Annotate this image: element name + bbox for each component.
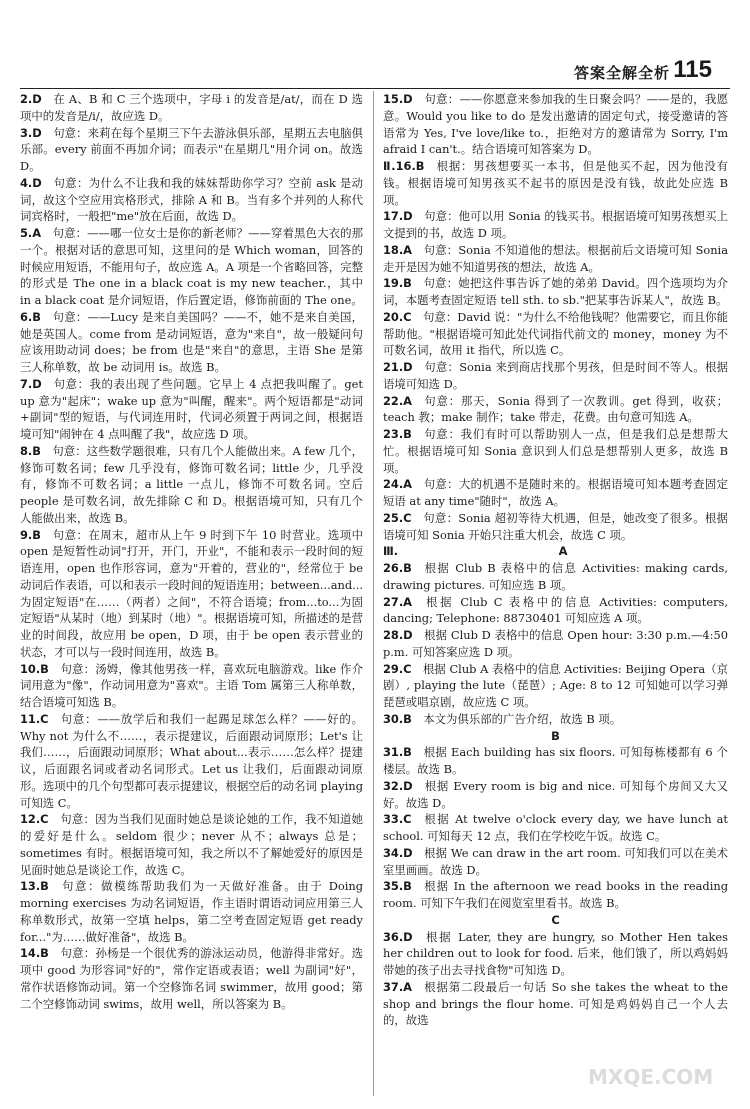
answer-number: 25.C [383, 510, 412, 525]
right-column [383, 91, 728, 1029]
answer-number: 6.B [20, 309, 41, 324]
answer-explanation: 根据 Every room is big and nice. 可知每个房间又大又好。故选 D。 [383, 778, 728, 810]
answer-number: 27.A [383, 594, 412, 609]
answer-entry [383, 91, 728, 158]
answer-number: 12.C [20, 812, 49, 827]
answer-entry [20, 175, 363, 225]
answer-number: 18.A [383, 242, 412, 257]
answer-entry [20, 125, 363, 175]
page-number: 115 [673, 56, 712, 83]
answer-entry [383, 594, 728, 628]
answer-number: 24.A [383, 477, 412, 492]
answer-number: 26.B [383, 561, 412, 575]
answer-number: 15.D [383, 92, 413, 106]
answer-number: 19.B [383, 276, 412, 291]
answer-explanation: 句意：——你愿意来参加我的生日聚会吗？——是的，我愿意。Would you like to do 是发出邀请的固定句式，接受邀请的答语常为 Yes, I've love/like to.，拒绝对方的邀请常为 Sorry, I'm afraid I can't.。结合语境可知答案为 D。 [383, 92, 728, 157]
section-heading [383, 912, 728, 929]
answer-number: 10.B [20, 661, 49, 676]
answer-explanation: 根据 Club B 表格中的信息 Activities: making cards, drawing pictures. 可知应选 B 项。 [383, 561, 728, 592]
answer-entry [383, 878, 728, 912]
page-header [0, 0, 750, 92]
answer-explanation: 根据第二段最后一句话 So she takes the wheat to the shop and brings the flour home. 可知是鸡妈妈自己一个人去的，故选 [383, 979, 728, 1028]
answer-number: 2.D [20, 92, 42, 106]
answer-explanation: 句意：Sonia 来到商店找那个男孩，但是时间不等人。根据语境可知选 D。 [383, 360, 728, 391]
answer-entry [20, 225, 363, 309]
answer-entry [383, 242, 728, 276]
answer-number: 17.D [383, 209, 413, 224]
section-letter: C [551, 912, 560, 927]
answer-entry [383, 158, 728, 208]
answer-entry [383, 275, 728, 309]
answer-explanation: 本文为俱乐部的广告介绍，故选 B 项。 [423, 711, 622, 726]
answer-entry [383, 359, 728, 393]
answer-number: 28.D [383, 628, 413, 642]
answer-explanation: 句意：在周末，超市从上午 9 时到下午 10 时营业。选项中 open 是短暂性动词"打开，开门，开业"，不能和表示一段时间的短语连用，open 也作形容词，意为"开着的，营业的"，经常位于 be 动词后作表语，可以和表示一段时间的短语连用；between...and...为固定短语"在……（两者）之间"，不符合语境；from...to...为固定短语"从某时（地）到某时（地）"。根据语境可知，所描述的是营业的时间段，故应用 be open，D 项，由于 be open 表示营业的状态，才可以与一段时间连用，故选 B。 [20, 527, 363, 659]
answer-number: 11.C [20, 711, 49, 726]
answer-entry [20, 811, 363, 878]
answer-entry [383, 979, 728, 1029]
answer-number: 36.D [383, 929, 413, 944]
answer-number: 37.A [383, 979, 412, 994]
answer-entry [20, 711, 363, 812]
answer-number: 32.D [383, 778, 413, 793]
answer-explanation: 句意：——放学后和我们一起踢足球怎么样？——好的。Why not 为什么不……，表示提建议，后面跟动词原形；Let's 让我们……，后面跟动词原形；What about...表示……怎么样？提建议，后面跟名词或者动名词形式。Let us 让我们，后面跟动词原形。选项中的几个句型都可表示提建议，根据空后的动名词 playing 可知选 C。 [20, 711, 363, 810]
section-heading [383, 543, 728, 560]
answer-entry [20, 878, 363, 945]
answer-explanation: 句意：那天，Sonia 得到了一次教训。get 得到，收获；teach 教；make 制作；take 带走，花费。由句意可知选 A。 [383, 393, 728, 425]
answer-explanation: 句意：做模练帮助我们为一天做好准备。由于 Doing morning exercises 为动名词短语，作主语时谓语动词应用第三人称单数形式，故第一空填 helps，第二空考查固定短语 get ready for..."为……做好准备"，故选 B。 [20, 879, 363, 944]
answer-number: 31.B [383, 745, 412, 760]
answer-explanation: 句意：她把这件事告诉了她的弟弟 David。四个选项均为介词，本题考查固定短语 tell sth. to sb."把某事告诉某人"，故选 B。 [383, 276, 728, 307]
answer-explanation: 句意：汤姆，像其他男孩一样，喜欢玩电脑游戏。like 作介词用意为"像"，作动词用意为"喜欢"。主语 Tom 属第三人称单数，结合语境可知选 B。 [20, 661, 363, 709]
answer-entry [383, 510, 728, 544]
answer-explanation: 句意：孙杨是一个很优秀的游泳运动员，他游得非常好。选项中 good 为形容词"好的"，常作定语或表语；well 为副词"好"，常作状语修饰动词。第一个空修饰名词 swimmer，故用 good；第二个空修饰动词 swims，故用 well，所以答案为 B。 [20, 946, 363, 1011]
answer-explanation: 根据 Club A 表格中的信息 Activities: Beijing Opera（京剧）, playing the lute（琵琶）; Age: 8 to 12 可知她可以学习弹琵琶或唱京剧，故应选 C 项。 [383, 661, 728, 709]
answer-explanation: 句意：——哪一位女士是你的新老师？——穿着黑色大衣的那一个。根据对话的意思可知，这里问的是 Which woman，回答的时候应用短语，不能用句子，故应选 A。A 项是一个省略回答，完整的形式是 The one in a black coat is my new teacher.，其中 in a black coat 是介词短语，作后置定语，修饰前面的 The one。 [20, 226, 363, 307]
answer-entry [383, 208, 728, 242]
header-title: 答案全解全析 [573, 64, 670, 82]
answer-explanation: 句意：他可以用 Sonia 的钱买书。根据语境可知男孩想买上文提到的书，故选 D 项。 [383, 209, 728, 240]
answer-explanation: 句意：来莉在每个星期三下午去游泳俱乐部，星期五去电脑俱乐部。every 前面不再加介词；而表示"在星期几"用介词 on。故选 D。 [20, 125, 363, 173]
answer-entry [383, 744, 728, 778]
section-letter: B [551, 728, 560, 743]
answer-explanation: 根据 At twelve o'clock every day, we have lunch at school. 可知每天 12 点，我们在学校吃午饭。故选 C。 [383, 812, 728, 843]
answer-explanation: 根据 Club D 表格中的信息 Open hour: 3:30 p.m.—4:50 p.m. 可知答案应选 D 项。 [383, 628, 728, 659]
answer-number: 33.C [383, 812, 412, 827]
answer-explanation: 句意：我们有时可以帮助别人一点，但是我们总是想帮大忙。根据语境可知 Sonia 意识到人们总是想帮别人更多，故选 B 项。 [383, 427, 728, 475]
answer-entry [20, 945, 363, 1012]
answer-number: 34.D [383, 845, 413, 860]
answer-number: Ⅱ.16.B [383, 159, 425, 173]
answer-number: 35.B [383, 879, 412, 894]
answer-entry [20, 309, 363, 376]
answer-explanation: 句意：这些数学题很难，只有几个人能做出来。A few 几个，修饰可数名词；few 几乎没有，修饰可数名词；little 少，几乎没有，修饰不可数名词；a little 一点儿，修饰不可数名词。空后 people 是可数名词，故先排除 C 和 D。根据语境可知，只有几个人能做出来，故选 B。 [20, 443, 363, 525]
watermark-logo [588, 1065, 738, 1105]
answer-entry [383, 778, 728, 812]
answer-number: 29.C [383, 661, 412, 676]
answer-entry [383, 476, 728, 510]
answer-number: 23.B [383, 427, 412, 441]
left-column [20, 91, 363, 1012]
answer-number: 9.B [20, 527, 41, 542]
answer-explanation: 句意：为什么不让我和我的妹妹帮助你学习？空前 ask 是动词，故这个空应用宾格形式，排除 A 和 B。当有多个并列的人称代词宾格时，一般把"me"放在后面，故选 D。 [20, 175, 363, 224]
answer-explanation: 在 A、B 和 C 三个选项中，字母 i 的发音是/at/，而在 D 选项中的发音是/i/，故应选 D。 [20, 92, 363, 123]
answer-number: 7.D [20, 376, 42, 391]
answer-entry [383, 560, 728, 594]
answer-explanation: 根据：男孩想要买一本书，但是他买不起，因为他没有钱。根据语境可知男孩买不起书的原因是没有钱，故此处应选 B 项。 [383, 159, 728, 207]
answer-explanation: 句意：Sonia 超初等待大机遇，但是，她改变了很多。根据语境可知 Sonia 开始只注重大机会，故选 C 项。 [383, 510, 728, 542]
answer-entry [20, 376, 363, 443]
answer-explanation: 根据 Club C 表格中的信息 Activities: computers, dancing; Telephone: 88730401 可知应选 A 项。 [383, 594, 728, 626]
answer-number: 22.A [383, 393, 412, 408]
answer-number: 8.B [20, 443, 41, 458]
answer-entry [20, 527, 363, 661]
answer-explanation: 句意：——Lucy 是来自美国吗？——不，她不是来自美国，她是英国人。come from 是动词短语，意为"来自"，故一般疑问句应该用助动词 does；be from 也是"来自"的意思，主语 She 是第三人称单数，故 be 动词用 is。故选 B。 [20, 309, 363, 374]
answer-explanation: 根据 Later, they are hungry, so Mother Hen takes her children out to look for food. 后来，他们饿了，所以鸡妈妈带她的孩子出去寻找食物"可知选 D。 [383, 929, 728, 977]
answer-explanation: 句意：Sonia 不知道他的想法。根据前后文语境可知 Sonia 走开是因为她不知道男孩的想法，故选 A。 [383, 242, 728, 274]
answer-number: 5.A [20, 226, 42, 240]
answer-explanation: 句意：大的机遇不是随时来的。根据语境可知本题考查固定短语 at any time"随时"，故选 A。 [383, 477, 728, 508]
answer-explanation: 根据 We can draw in the art room. 可知我们可以在美术室里画画。故选 D。 [383, 845, 728, 877]
answer-number: 14.B [20, 946, 49, 961]
answer-entry [383, 811, 728, 845]
answer-entry [383, 309, 728, 359]
section-heading [383, 728, 728, 745]
answer-number: 21.D [383, 360, 413, 374]
answer-entry [20, 91, 363, 125]
answer-entry [20, 443, 363, 527]
answer-entry [383, 711, 728, 728]
answer-number: 20.C [383, 309, 412, 324]
answer-explanation: 句意：David 说："为什么不给他钱呢？他需要它，而且你能帮助他。"根据语境可知此处代词指代前文的 money，money 为不可数名词，故用 it 指代，所以选 C。 [383, 309, 728, 358]
answer-explanation: 句意：因为当我们见面时她总是谈论她的工作，我不知道她的爱好是什么。seldom 很少；never 从不；always 总是；sometimes 有时。根据语境可知，我之所以不了解她爱好的原因是见面时她总是谈论工作，故选 C。 [20, 812, 363, 877]
answer-number: 4.D [20, 175, 42, 190]
answer-explanation: 根据 Each building has six floors. 可知每栋楼都有 6 个楼层。故选 B。 [383, 745, 728, 776]
answer-explanation: 句意：我的表出现了些问题。它早上 4 点把我叫醒了。get up 意为"起床"；wake up 意为"叫醒，醒来"。两个短语都是"动词+副词"型的短语，与代词连用时，代词必须置于两词之间，根据语境可知"闹钟在 4 点叫醒了我"，故应选 D 项。 [20, 376, 363, 441]
section-number: Ⅲ. [383, 544, 399, 559]
column-divider [373, 91, 374, 1096]
answer-explanation: 根据 In the afternoon we read books in the reading room. 可知下午我们在阅览室里看书。故选 B。 [383, 879, 728, 910]
answer-entry [383, 627, 728, 661]
header-rule [20, 88, 730, 89]
answer-entry [383, 661, 728, 711]
answer-entry [383, 929, 728, 979]
answer-entry [383, 426, 728, 476]
answer-entry [20, 661, 363, 711]
answer-number: 3.D [20, 125, 42, 140]
watermark-text: MXQE.COM [588, 1065, 714, 1089]
answer-number: 13.B [20, 879, 49, 894]
section-letter: A [558, 544, 568, 559]
answer-entry [383, 845, 728, 879]
answer-entry [383, 393, 728, 427]
answer-number: 30.B [383, 711, 412, 726]
